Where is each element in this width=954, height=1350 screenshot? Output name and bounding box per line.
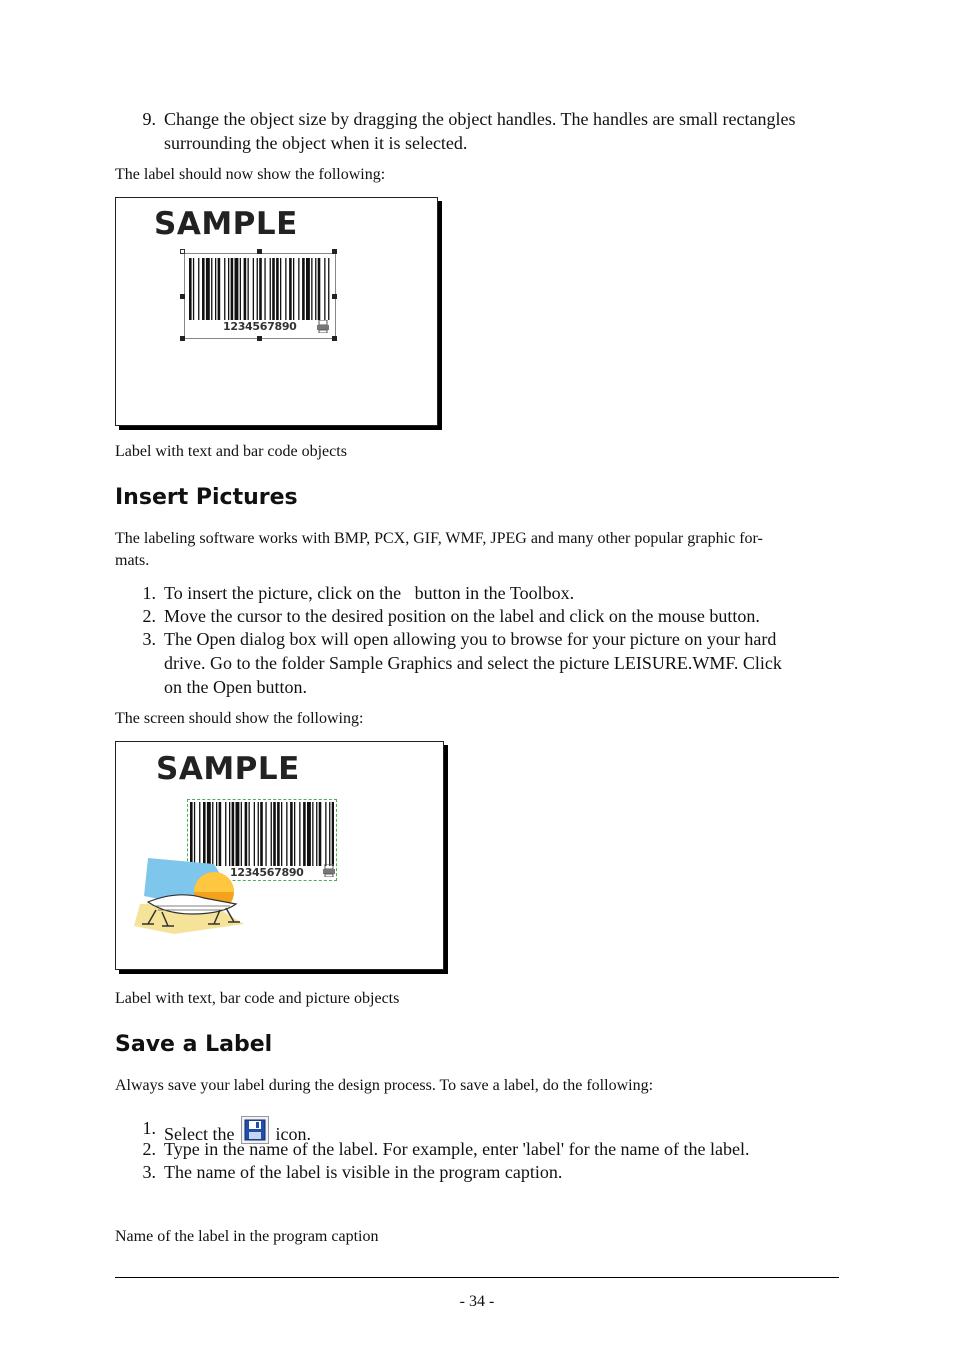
barcode-bar xyxy=(307,802,311,866)
barcode-bar xyxy=(244,258,247,320)
resize-handle xyxy=(180,294,185,299)
barcode-bar xyxy=(258,802,259,866)
barcode-bar xyxy=(289,258,292,320)
barcode-bar xyxy=(311,258,312,320)
barcode-bar xyxy=(193,258,194,320)
barcode-bar xyxy=(228,258,229,320)
barcode-number: 1234567890 xyxy=(223,320,297,333)
step-number: 2. xyxy=(142,1139,156,1159)
resize-handle xyxy=(180,249,185,254)
step-9 xyxy=(136,107,856,155)
barcode-bar xyxy=(272,258,275,320)
barcode-bar xyxy=(312,802,313,866)
barcode-bar xyxy=(264,258,265,320)
label-sample-text: SAMPLE xyxy=(156,751,300,787)
step-text-line: The name of the label is visible in the program caption. xyxy=(164,1162,563,1182)
step-1 xyxy=(136,581,856,605)
barcode-bar xyxy=(293,258,294,320)
section-paragraph-line: The labeling software works with BMP, PCX, GIF, WMF, JPEG and many other popular graphic for- xyxy=(115,530,763,547)
barcode-bar xyxy=(298,258,299,320)
section-paragraph: Always save your label during the design process. To save a label, do the following: xyxy=(115,1077,654,1094)
barcode-bar xyxy=(277,802,280,866)
resize-handle xyxy=(332,336,337,341)
figure-caption: Name of the label in the program caption xyxy=(115,1228,379,1245)
barcode-bar xyxy=(253,258,254,320)
step-text-before-icon: Select the xyxy=(164,1124,235,1144)
barcode-number: 1234567890 xyxy=(230,866,304,879)
barcode-bar xyxy=(270,258,271,320)
barcode-bar xyxy=(319,802,322,866)
printer-icon xyxy=(323,864,335,877)
section-paragraph-line: mats. xyxy=(115,552,150,569)
step-number: 3. xyxy=(142,629,156,649)
step-text-line: To insert the picture, click on the button in the Toolbox. xyxy=(164,583,575,603)
barcode-bar xyxy=(286,802,287,866)
page-number: - 34 - xyxy=(459,1293,495,1310)
step-2 xyxy=(136,1137,856,1161)
barcode-bar xyxy=(332,802,334,866)
step-number: 3. xyxy=(142,1162,156,1182)
barcode-bar xyxy=(316,802,317,866)
barcode-bar xyxy=(302,258,305,320)
barcode-bar xyxy=(235,258,239,320)
resize-handle xyxy=(180,336,185,341)
barcode-bar xyxy=(318,258,321,320)
resize-handle xyxy=(332,249,337,254)
barcode-bar xyxy=(315,258,316,320)
barcode-bar xyxy=(285,258,286,320)
barcode-bar xyxy=(254,802,255,866)
barcode-bar xyxy=(202,258,205,320)
intro-paragraph: The screen should show the following: xyxy=(115,710,364,727)
barcode-bar xyxy=(206,258,210,320)
resize-handle xyxy=(257,336,262,341)
intro-paragraph: The label should now show the following: xyxy=(115,166,386,183)
step-text-line: surrounding the object when it is selected. xyxy=(164,133,468,153)
barcode-bar xyxy=(215,258,216,320)
section-heading: Save a Label xyxy=(115,1032,273,1057)
printer-icon xyxy=(317,320,329,333)
barcode-bar xyxy=(257,258,258,320)
barcode-bar xyxy=(306,258,310,320)
barcode-bar xyxy=(259,258,262,320)
resize-handle xyxy=(332,294,337,299)
resize-handle xyxy=(257,249,262,254)
barcode-bar xyxy=(280,258,281,320)
step-3 xyxy=(136,1160,856,1184)
barcode-bar xyxy=(211,258,212,320)
step-number: 1. xyxy=(142,583,156,603)
step-text-line: on the Open button. xyxy=(164,677,307,697)
step-text-line: The Open dialog box will open allowing you to browse for your picture on your hard xyxy=(164,629,777,649)
step-text-line: Type in the name of the label. For example, enter 'label' for the name of the label. xyxy=(164,1139,750,1159)
barcode-bar xyxy=(249,802,250,866)
leisure-picture xyxy=(134,854,246,936)
label-preview-1 xyxy=(115,197,438,426)
barcode-bar xyxy=(240,258,241,320)
step-text-after-icon: icon. xyxy=(275,1124,311,1144)
barcode-bar xyxy=(189,258,192,320)
footer-divider xyxy=(115,1277,839,1278)
step-number: 9. xyxy=(142,109,156,129)
barcode-bar xyxy=(294,802,295,866)
barcode-object xyxy=(184,253,336,339)
step-number: 1. xyxy=(142,1118,156,1138)
barcode-bar xyxy=(325,802,326,866)
barcode-bar xyxy=(271,802,272,866)
step-text-line: Move the cursor to the desired position on the label and click on the mouse button. xyxy=(164,606,760,626)
step-text-line: drive. Go to the folder Sample Graphics and select the picture LEISURE.WMF. Click xyxy=(164,653,782,673)
barcode-bar xyxy=(224,258,225,320)
barcode-bar xyxy=(329,802,330,866)
figure-caption: Label with text and bar code objects xyxy=(115,443,347,460)
barcode-bar xyxy=(290,802,293,866)
barcode-bar xyxy=(260,802,263,866)
step-2 xyxy=(136,604,856,628)
barcode-bar xyxy=(281,802,282,866)
step-3 xyxy=(136,627,856,699)
label-preview-2 xyxy=(115,741,444,970)
section-heading: Insert Pictures xyxy=(115,485,298,510)
step-number: 2. xyxy=(142,606,156,626)
barcode-bar xyxy=(273,802,276,866)
barcode-bar xyxy=(324,258,325,320)
barcode-bar xyxy=(198,258,199,320)
barcode-bar xyxy=(328,258,329,320)
barcode-bar xyxy=(248,258,249,320)
barcode-bar xyxy=(303,802,306,866)
barcode-bars xyxy=(189,258,331,320)
figure-caption: Label with text, bar code and picture objects xyxy=(115,990,400,1007)
barcode-bar xyxy=(231,258,234,320)
barcode-bar xyxy=(218,258,221,320)
step-text-line: Change the object size by dragging the object handles. The handles are small rectangles xyxy=(164,109,796,129)
label-sample-text: SAMPLE xyxy=(154,206,298,242)
barcode-bar xyxy=(276,258,279,320)
barcode-bar xyxy=(265,802,266,866)
barcode-bar xyxy=(299,802,300,866)
